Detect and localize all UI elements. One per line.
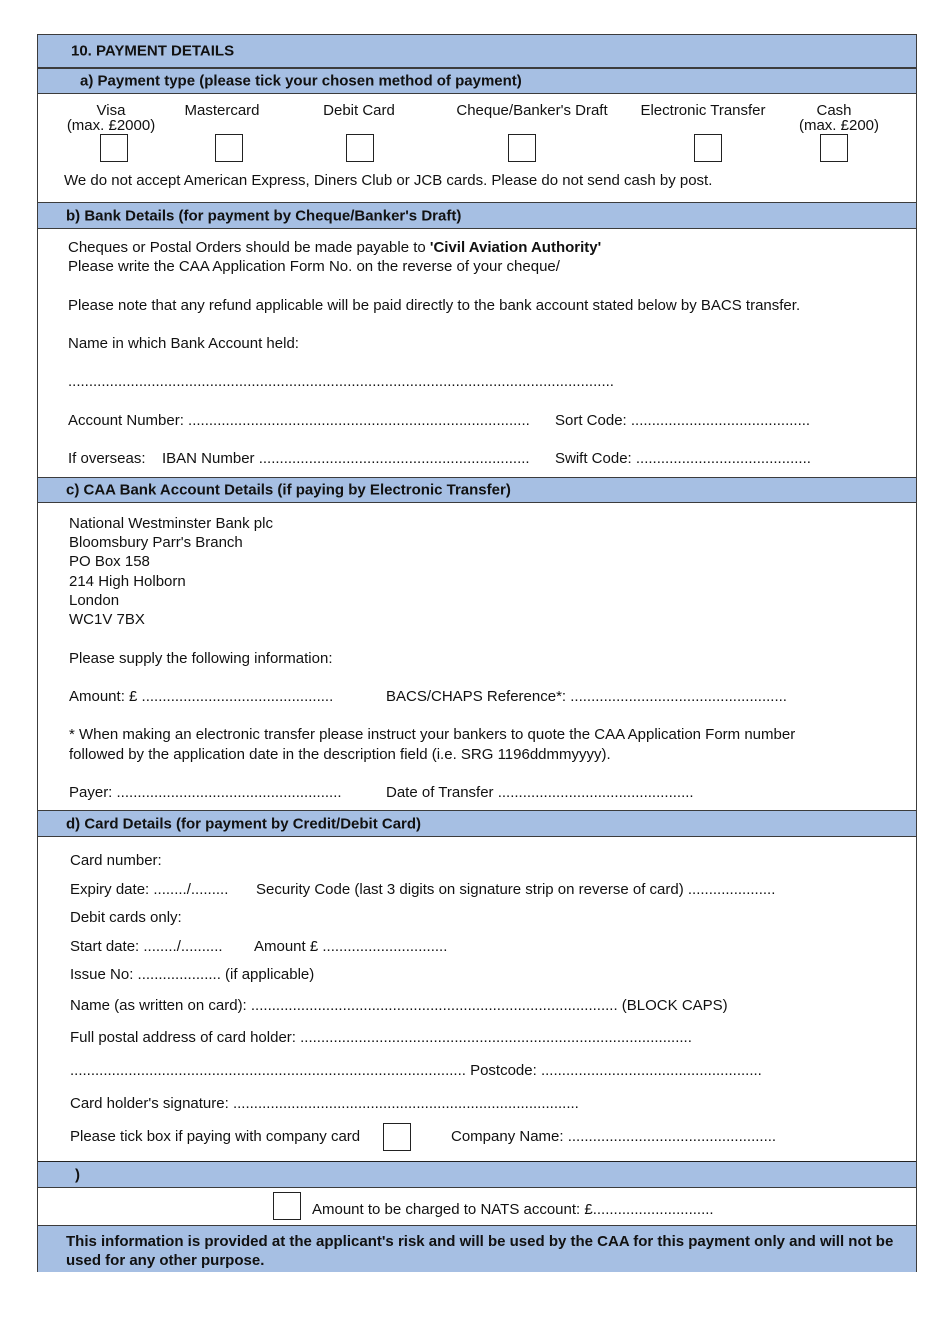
address-postcode-field[interactable]: ............................................................................................... Postcode: .....................................................: [70, 1062, 762, 1079]
method-visa-limit: (max. £2000): [66, 117, 156, 134]
card-amount-field[interactable]: Amount £ ..............................: [254, 938, 448, 955]
refund-note: Please note that any refund applicable will be paid directly to the bank account stated below by BACS transfer.: [68, 297, 801, 314]
card-number-field[interactable]: Card number:: [70, 852, 162, 869]
section-c-heading: c) CAA Bank Account Details (if paying by Electronic Transfer): [66, 481, 511, 499]
disclaimer-bar: [38, 1225, 916, 1272]
bank-address-line: 214 High Holborn: [69, 573, 186, 590]
section-b-heading: b) Bank Details (for payment by Cheque/Banker's Draft): [66, 207, 462, 224]
issue-number-field[interactable]: Issue No: .................... (if applicable): [70, 966, 315, 983]
cheque-checkbox[interactable]: [508, 134, 536, 162]
bank-address-line: National Westminster Bank plc: [69, 515, 273, 532]
disclaimer-text: This information is provided at the applicant's risk and will be used by the CAA for this payment only and will not be used for any other purpose.: [66, 1233, 894, 1269]
postal-address-field[interactable]: Full postal address of card holder: ..............................................................................................: [70, 1029, 692, 1046]
signature-field[interactable]: Card holder's signature: ...................................................................................: [70, 1095, 579, 1112]
start-date-field[interactable]: Start date: ......../..........: [70, 938, 223, 955]
section-e-heading: ): [75, 1166, 80, 1183]
security-code-field[interactable]: Security Code (last 3 digits on signature strip on reverse of card) .....................: [256, 881, 776, 898]
iban-field[interactable]: IBAN Number .................................................................: [162, 450, 530, 467]
supply-info-text: Please supply the following information:: [69, 650, 333, 667]
transfer-amount-field[interactable]: Amount: £ ..............................................: [69, 688, 334, 705]
section-title-bar: [38, 35, 916, 68]
name-on-card-field[interactable]: Name (as written on card): ........................................................................................ (BLOCK CAPS): [70, 997, 728, 1014]
visa-checkbox[interactable]: [100, 134, 128, 162]
method-debit-card-label: Debit Card: [323, 102, 395, 119]
payable-name: 'Civil Aviation Authority': [429, 239, 602, 256]
payable-to-text: [68, 238, 601, 257]
method-cheque-label: Cheque/Banker's Draft: [456, 102, 608, 119]
bank-address-line: Bloomsbury Parr's Branch: [69, 534, 243, 551]
section-c-header: [38, 477, 916, 503]
payment-details-form: [37, 34, 917, 1272]
account-name-field[interactable]: ...................................................................................................................................: [68, 373, 614, 390]
section-b-header: [38, 202, 916, 229]
method-mastercard-label: Mastercard: [184, 102, 260, 119]
reverse-note: Please write the CAA Application Form No. on the reverse of your cheque/: [68, 258, 560, 275]
card-acceptance-note: We do not accept American Express, Diners Club or JCB cards. Please do not send cash by post.: [64, 172, 713, 189]
method-visa-label: Visa: [96, 102, 126, 119]
account-number-field[interactable]: Account Number: ..................................................................................: [68, 412, 530, 429]
sort-code-field[interactable]: Sort Code: ...........................................: [555, 412, 811, 429]
section-d-header: [38, 810, 916, 837]
section-d-heading: d) Card Details (for payment by Credit/Debit Card): [66, 815, 422, 832]
date-of-transfer-field[interactable]: Date of Transfer ...............................................: [386, 784, 694, 801]
method-cash-limit: (max. £200): [798, 117, 880, 134]
electronic-transfer-checkbox[interactable]: [694, 134, 722, 162]
bank-address-line: PO Box 158: [69, 553, 150, 570]
nats-account-checkbox[interactable]: [273, 1192, 301, 1220]
payable-prefix: Cheques or Postal Orders should be made payable to: [68, 239, 430, 256]
account-name-label: Name in which Bank Account held:: [68, 335, 299, 352]
bacs-reference-field[interactable]: BACS/CHAPS Reference*: ....................................................: [386, 688, 787, 705]
company-card-checkbox[interactable]: [383, 1123, 411, 1151]
bank-address-line: London: [69, 592, 120, 609]
company-card-label: Please tick box if paying with company card: [70, 1128, 361, 1145]
company-name-field[interactable]: Company Name: ..................................................: [451, 1128, 777, 1145]
nats-amount-field[interactable]: Amount to be charged to NATS account: £.............................: [312, 1201, 714, 1218]
overseas-label: If overseas:: [68, 450, 146, 467]
expiry-date-field[interactable]: Expiry date: ......../.........: [70, 881, 229, 898]
swift-code-field[interactable]: Swift Code: ..........................................: [555, 450, 811, 467]
section-e-header: [38, 1161, 916, 1188]
method-electronic-transfer-label: Electronic Transfer: [640, 102, 766, 119]
method-cash-label: Cash: [816, 102, 852, 119]
mastercard-checkbox[interactable]: [215, 134, 243, 162]
transfer-footnote: followed by the application date in the description field (i.e. SRG 1196ddmmyyyy).: [69, 746, 611, 763]
debit-cards-only-label: Debit cards only:: [70, 909, 182, 926]
transfer-footnote: * When making an electronic transfer please instruct your bankers to quote the CAA Application Form number: [69, 726, 796, 743]
cash-checkbox[interactable]: [820, 134, 848, 162]
bank-address-line: WC1V 7BX: [69, 611, 145, 628]
section-a-header: [38, 68, 916, 94]
page-title: 10. PAYMENT DETAILS: [71, 42, 235, 60]
payer-field[interactable]: Payer: ......................................................: [69, 784, 342, 801]
section-a-heading: a) Payment type (please tick your chosen method of payment): [80, 72, 522, 90]
debit-card-checkbox[interactable]: [346, 134, 374, 162]
